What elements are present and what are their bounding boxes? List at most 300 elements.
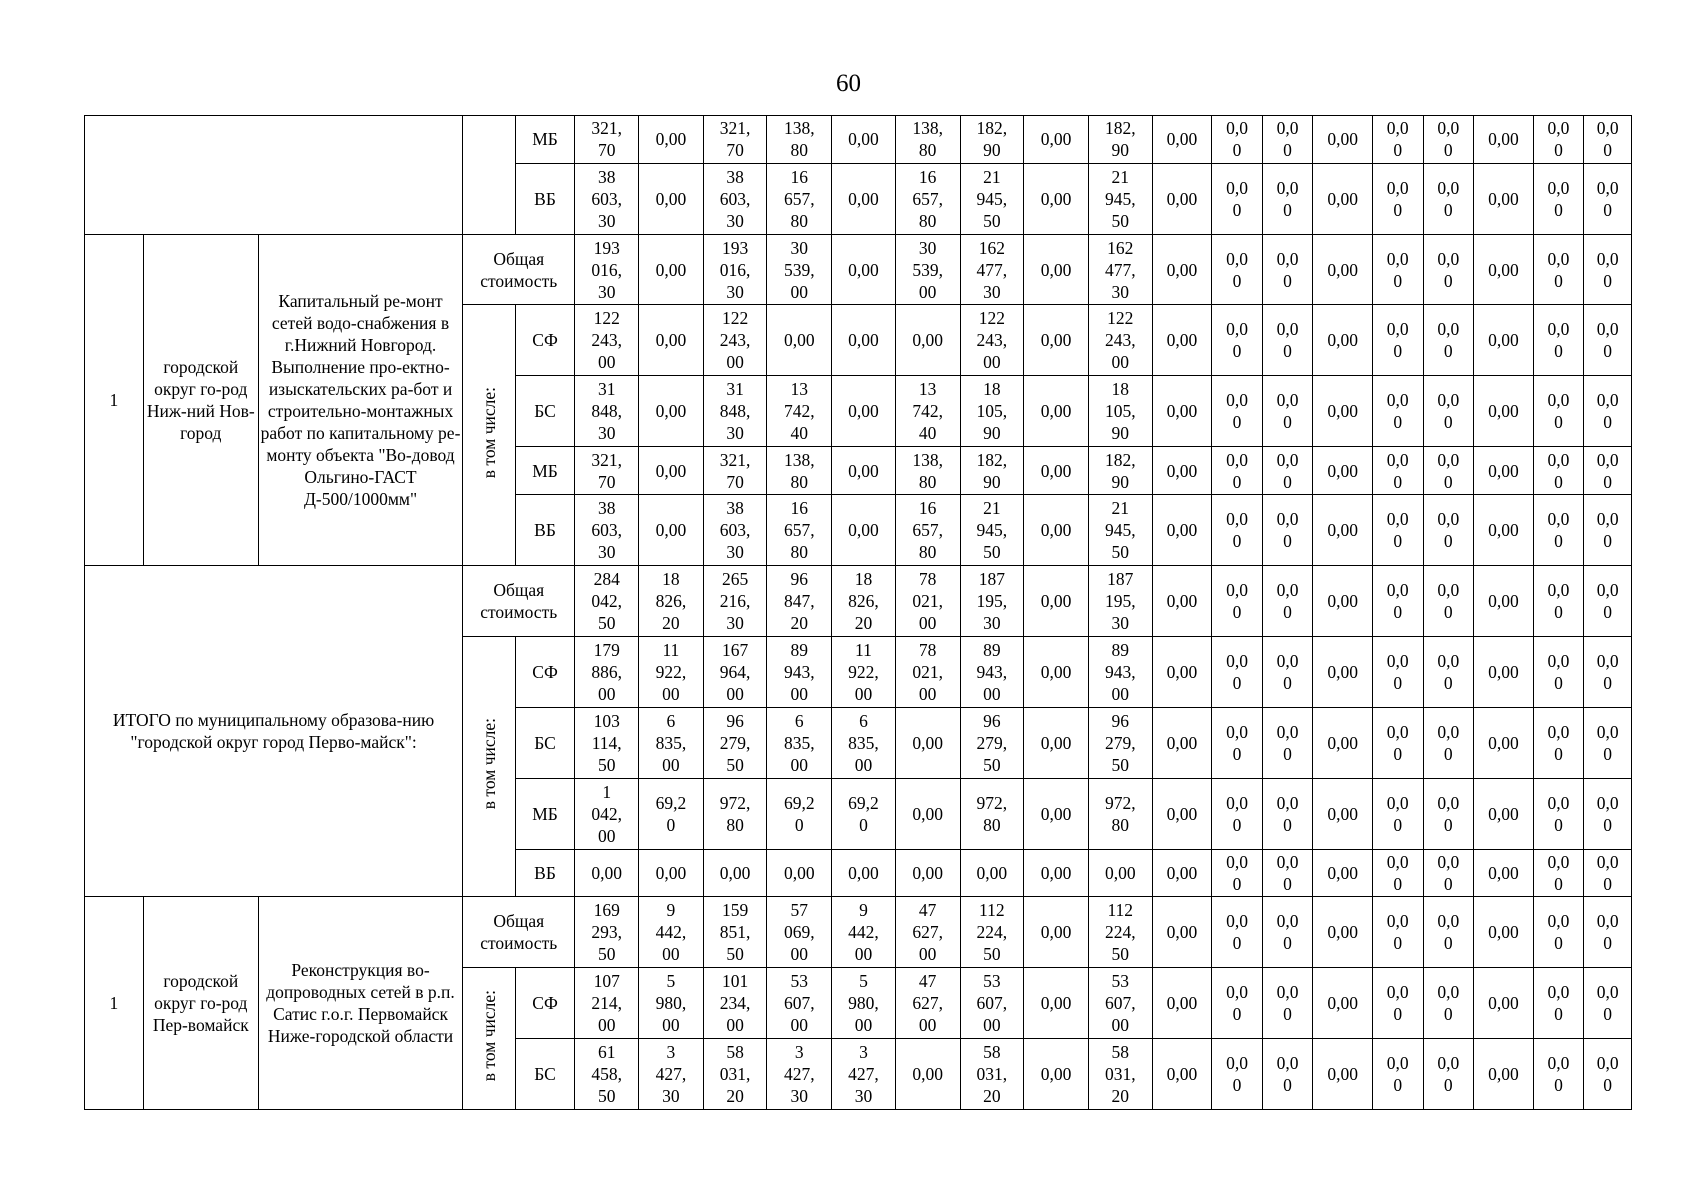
value-cell: 0,0 0 [1533, 447, 1584, 495]
source-label: СФ [515, 968, 575, 1039]
value-cell: 0,00 [1152, 849, 1212, 897]
value-cell: 182, 90 [1088, 447, 1152, 495]
value-cell: 58 031, 20 [960, 1039, 1024, 1110]
total-cost-label: Общая стоимость [463, 565, 575, 636]
value-cell: 972, 80 [703, 778, 767, 849]
value-cell: 0,00 [1474, 849, 1534, 897]
value-cell: 0,0 0 [1372, 447, 1423, 495]
value-cell: 0,0 0 [1372, 163, 1423, 234]
value-cell: 9 442, 00 [832, 897, 896, 968]
value-cell: 0,0 0 [1262, 778, 1313, 849]
value-cell: 11 922, 00 [832, 636, 896, 707]
value-cell: 0,00 [767, 849, 832, 897]
value-cell: 0,0 0 [1423, 849, 1474, 897]
value-cell: 321, 70 [575, 447, 639, 495]
value-cell: 0,00 [703, 849, 767, 897]
value-cell: 0,0 0 [1423, 234, 1474, 305]
value-cell: 193 016, 30 [703, 234, 767, 305]
value-cell: 321, 70 [703, 116, 767, 164]
value-cell: 6 835, 00 [767, 707, 832, 778]
value-cell: 0,00 [1313, 849, 1373, 897]
value-cell: 0,00 [895, 1039, 960, 1110]
value-cell: 0,00 [1474, 565, 1534, 636]
value-cell: 96 847, 20 [767, 565, 832, 636]
value-cell: 0,00 [1313, 968, 1373, 1039]
value-cell: 21 945, 50 [1088, 494, 1152, 565]
value-cell: 0,00 [1313, 116, 1373, 164]
value-cell: 0,00 [895, 778, 960, 849]
total-title: ИТОГО по муниципальному образова-нию "городской округ город Перво-майск": [85, 565, 463, 896]
value-cell: 16 657, 80 [895, 163, 960, 234]
value-cell: 0,00 [1024, 565, 1089, 636]
value-cell: 0,0 0 [1212, 447, 1263, 495]
value-cell: 0,0 0 [1423, 897, 1474, 968]
value-cell: 0,00 [1152, 447, 1212, 495]
value-cell: 58 031, 20 [703, 1039, 767, 1110]
value-cell: 0,00 [1152, 636, 1212, 707]
value-cell: 0,0 0 [1212, 234, 1263, 305]
value-cell: 69,2 0 [832, 778, 896, 849]
value-cell: 38 603, 30 [575, 163, 639, 234]
value-cell: 78 021, 00 [895, 636, 960, 707]
value-cell: 0,0 0 [1372, 565, 1423, 636]
value-cell: 0,0 0 [1212, 163, 1263, 234]
value-cell: 0,00 [639, 494, 704, 565]
source-label: СФ [515, 636, 575, 707]
value-cell: 0,00 [1024, 116, 1089, 164]
value-cell: 21 945, 50 [960, 163, 1024, 234]
value-cell: 0,0 0 [1423, 565, 1474, 636]
value-cell: 38 603, 30 [575, 494, 639, 565]
value-cell: 0,0 0 [1372, 636, 1423, 707]
value-cell: 0,00 [1152, 163, 1212, 234]
value-cell: 69,2 0 [767, 778, 832, 849]
table-row [85, 897, 1632, 968]
budget-table [84, 115, 1632, 1110]
value-cell: 0,00 [1152, 778, 1212, 849]
value-cell: 0,00 [1024, 636, 1089, 707]
value-cell: 0,00 [767, 305, 832, 376]
value-cell: 0,00 [1152, 968, 1212, 1039]
value-cell: 0,00 [1313, 163, 1373, 234]
value-cell: 0,00 [895, 849, 960, 897]
source-label: СФ [515, 305, 575, 376]
value-cell: 0,0 0 [1262, 565, 1313, 636]
value-cell: 0,00 [1313, 707, 1373, 778]
value-cell: 0,00 [1474, 968, 1534, 1039]
table-row [85, 565, 1632, 636]
value-cell: 0,0 0 [1533, 849, 1584, 897]
vertical-label: в том числе: [478, 387, 499, 479]
value-cell: 0,00 [1152, 494, 1212, 565]
value-cell: 0,0 0 [1533, 565, 1584, 636]
value-cell: 0,0 0 [1533, 968, 1584, 1039]
value-cell: 0,0 0 [1212, 305, 1263, 376]
in-that-number-cell [463, 636, 516, 896]
value-cell: 122 243, 00 [960, 305, 1024, 376]
value-cell: 0,00 [1313, 376, 1373, 447]
value-cell: 0,00 [1313, 447, 1373, 495]
value-cell: 0,00 [1024, 849, 1089, 897]
value-cell: 13 742, 40 [767, 376, 832, 447]
object-description: Реконструкция во-допроводных сетей в р.п. Сатис г.о.г. Первомайск Ниже-городской области [258, 897, 462, 1110]
value-cell: 5 980, 00 [639, 968, 704, 1039]
value-cell: 0,0 0 [1584, 494, 1632, 565]
value-cell: 78 021, 00 [895, 565, 960, 636]
source-label: БС [515, 376, 575, 447]
value-cell: 96 279, 50 [960, 707, 1024, 778]
value-cell: 0,00 [1313, 1039, 1373, 1110]
value-cell: 38 603, 30 [703, 494, 767, 565]
source-label: БС [515, 1039, 575, 1110]
district-name: городской округ го-род Пер-вомайск [143, 897, 258, 1110]
value-cell: 0,00 [1152, 234, 1212, 305]
source-label: БС [515, 707, 575, 778]
value-cell: 89 943, 00 [767, 636, 832, 707]
value-cell: 0,00 [1313, 778, 1373, 849]
value-cell: 0,00 [1152, 116, 1212, 164]
value-cell: 0,0 0 [1533, 234, 1584, 305]
source-label: ВБ [515, 494, 575, 565]
value-cell: 265 216, 30 [703, 565, 767, 636]
value-cell: 6 835, 00 [832, 707, 896, 778]
value-cell: 0,0 0 [1262, 707, 1313, 778]
value-cell: 0,0 0 [1533, 778, 1584, 849]
value-cell: 9 442, 00 [639, 897, 704, 968]
in-that-number-cell [463, 305, 516, 565]
value-cell: 0,00 [1313, 234, 1373, 305]
value-cell: 0,0 0 [1372, 849, 1423, 897]
value-cell: 182, 90 [960, 116, 1024, 164]
value-cell: 0,0 0 [1533, 1039, 1584, 1110]
value-cell: 5 980, 00 [832, 968, 896, 1039]
value-cell: 0,0 0 [1212, 1039, 1263, 1110]
value-cell: 0,00 [1474, 778, 1534, 849]
value-cell: 0,00 [1024, 707, 1089, 778]
value-cell: 0,0 0 [1584, 305, 1632, 376]
value-cell: 0,00 [1024, 897, 1089, 968]
value-cell: 0,0 0 [1262, 849, 1313, 897]
value-cell: 0,0 0 [1584, 897, 1632, 968]
source-label: МБ [515, 447, 575, 495]
table-row [85, 234, 1632, 305]
value-cell: 162 477, 30 [960, 234, 1024, 305]
value-cell: 0,00 [1474, 376, 1534, 447]
source-label: ВБ [515, 163, 575, 234]
value-cell: 0,0 0 [1372, 778, 1423, 849]
value-cell: 138, 80 [895, 116, 960, 164]
value-cell: 0,00 [832, 849, 896, 897]
value-cell: 0,0 0 [1584, 849, 1632, 897]
value-cell: 0,00 [1152, 376, 1212, 447]
value-cell: 0,0 0 [1262, 968, 1313, 1039]
value-cell: 101 234, 00 [703, 968, 767, 1039]
value-cell: 0,0 0 [1212, 116, 1263, 164]
value-cell: 0,0 0 [1372, 116, 1423, 164]
value-cell: 0,0 0 [1372, 897, 1423, 968]
value-cell: 0,0 0 [1584, 968, 1632, 1039]
value-cell: 0,0 0 [1533, 636, 1584, 707]
value-cell: 138, 80 [767, 116, 832, 164]
value-cell: 18 826, 20 [832, 565, 896, 636]
total-cost-label: Общая стоимость [463, 234, 575, 305]
value-cell: 0,0 0 [1262, 494, 1313, 565]
value-cell: 0,0 0 [1372, 1039, 1423, 1110]
value-cell: 30 539, 00 [895, 234, 960, 305]
value-cell: 0,00 [1152, 305, 1212, 376]
value-cell: 0,0 0 [1423, 1039, 1474, 1110]
value-cell: 0,00 [639, 116, 704, 164]
value-cell: 0,0 0 [1372, 494, 1423, 565]
value-cell: 0,00 [832, 447, 896, 495]
value-cell: 0,00 [1474, 234, 1534, 305]
object-description: Капитальный ре-монт сетей водо-снабжения в г.Нижний Новгород. Выполнение про-ектно-изыскательских ра-бот и строительно-монтажных работ по капитальному ре-монту объекта "Во-довод Ольгино-ГАСТ Д-500/1000мм" [258, 234, 462, 565]
source-label: ВБ [515, 849, 575, 897]
value-cell: 0,0 0 [1423, 447, 1474, 495]
value-cell: 18 105, 90 [960, 376, 1024, 447]
value-cell: 0,0 0 [1372, 234, 1423, 305]
value-cell: 0,00 [832, 234, 896, 305]
value-cell: 16 657, 80 [895, 494, 960, 565]
value-cell: 96 279, 50 [1088, 707, 1152, 778]
value-cell: 11 922, 00 [639, 636, 704, 707]
row-number: 1 [85, 234, 144, 565]
value-cell: 31 848, 30 [703, 376, 767, 447]
value-cell: 0,00 [1152, 707, 1212, 778]
value-cell: 187 195, 30 [960, 565, 1024, 636]
value-cell: 0,0 0 [1423, 707, 1474, 778]
source-label: МБ [515, 778, 575, 849]
value-cell: 0,00 [1152, 1039, 1212, 1110]
value-cell: 0,00 [1024, 968, 1089, 1039]
value-cell: 0,0 0 [1212, 494, 1263, 565]
value-cell: 0,00 [1313, 494, 1373, 565]
vertical-label: в том числе: [478, 718, 499, 810]
value-cell: 0,0 0 [1212, 968, 1263, 1039]
value-cell: 89 943, 00 [1088, 636, 1152, 707]
value-cell: 0,0 0 [1423, 968, 1474, 1039]
value-cell: 112 224, 50 [960, 897, 1024, 968]
value-cell: 3 427, 30 [767, 1039, 832, 1110]
value-cell: 0,00 [1024, 778, 1089, 849]
value-cell: 0,00 [1474, 116, 1534, 164]
value-cell: 0,0 0 [1212, 707, 1263, 778]
value-cell: 0,0 0 [1212, 636, 1263, 707]
vertical-label: в том числе: [478, 990, 499, 1082]
value-cell: 0,0 0 [1372, 707, 1423, 778]
value-cell: 193 016, 30 [575, 234, 639, 305]
value-cell: 103 114, 50 [575, 707, 639, 778]
table-row [85, 116, 1632, 164]
value-cell: 0,0 0 [1262, 447, 1313, 495]
value-cell: 0,0 0 [1584, 565, 1632, 636]
value-cell: 0,00 [639, 163, 704, 234]
value-cell: 321, 70 [703, 447, 767, 495]
value-cell: 321, 70 [575, 116, 639, 164]
value-cell: 0,0 0 [1584, 636, 1632, 707]
value-cell: 0,00 [1024, 234, 1089, 305]
value-cell: 0,00 [1313, 305, 1373, 376]
value-cell: 0,00 [1474, 707, 1534, 778]
value-cell: 0,00 [832, 305, 896, 376]
value-cell: 122 243, 00 [703, 305, 767, 376]
value-cell: 182, 90 [1088, 116, 1152, 164]
page-number: 60 [836, 70, 861, 97]
district-name: городской округ го-род Ниж-ний Нов-город [143, 234, 258, 565]
value-cell: 0,0 0 [1584, 376, 1632, 447]
value-cell: 122 243, 00 [1088, 305, 1152, 376]
value-cell: 0,0 0 [1262, 636, 1313, 707]
value-cell: 0,0 0 [1533, 897, 1584, 968]
value-cell: 0,0 0 [1584, 234, 1632, 305]
value-cell: 0,00 [1024, 494, 1089, 565]
value-cell: 47 627, 00 [895, 968, 960, 1039]
value-cell: 0,0 0 [1584, 163, 1632, 234]
value-cell: 0,0 0 [1423, 376, 1474, 447]
value-cell: 0,0 0 [1262, 116, 1313, 164]
value-cell: 0,00 [1474, 897, 1534, 968]
value-cell: 53 607, 00 [960, 968, 1024, 1039]
value-cell: 0,00 [1024, 1039, 1089, 1110]
value-cell: 0,00 [639, 234, 704, 305]
value-cell: 107 214, 00 [575, 968, 639, 1039]
in-that-number-cell [463, 968, 516, 1110]
value-cell: 187 195, 30 [1088, 565, 1152, 636]
value-cell: 0,00 [1024, 305, 1089, 376]
value-cell: 0,00 [832, 116, 896, 164]
value-cell: 0,00 [639, 376, 704, 447]
blank-cell [85, 116, 463, 235]
value-cell: 972, 80 [960, 778, 1024, 849]
value-cell: 89 943, 00 [960, 636, 1024, 707]
value-cell: 0,0 0 [1212, 849, 1263, 897]
value-cell: 0,00 [1313, 636, 1373, 707]
value-cell: 0,0 0 [1262, 305, 1313, 376]
value-cell: 0,00 [1152, 565, 1212, 636]
value-cell: 0,00 [639, 305, 704, 376]
value-cell: 96 279, 50 [703, 707, 767, 778]
value-cell: 31 848, 30 [575, 376, 639, 447]
value-cell: 3 427, 30 [832, 1039, 896, 1110]
value-cell: 0,00 [832, 494, 896, 565]
value-cell: 0,0 0 [1372, 968, 1423, 1039]
value-cell: 169 293, 50 [575, 897, 639, 968]
value-cell: 69,2 0 [639, 778, 704, 849]
value-cell: 0,00 [1474, 163, 1534, 234]
value-cell: 61 458, 50 [575, 1039, 639, 1110]
value-cell: 0,00 [1024, 163, 1089, 234]
value-cell: 122 243, 00 [575, 305, 639, 376]
value-cell: 16 657, 80 [767, 163, 832, 234]
value-cell: 0,00 [895, 707, 960, 778]
value-cell: 21 945, 50 [1088, 163, 1152, 234]
value-cell: 0,0 0 [1584, 116, 1632, 164]
value-cell: 0,0 0 [1262, 897, 1313, 968]
value-cell: 13 742, 40 [895, 376, 960, 447]
value-cell: 0,00 [832, 376, 896, 447]
value-cell: 53 607, 00 [767, 968, 832, 1039]
value-cell: 0,0 0 [1584, 1039, 1632, 1110]
blank-cell [463, 116, 516, 235]
value-cell: 1 042, 00 [575, 778, 639, 849]
value-cell: 47 627, 00 [895, 897, 960, 968]
value-cell: 0,00 [1474, 1039, 1534, 1110]
value-cell: 0,00 [639, 849, 704, 897]
value-cell: 0,0 0 [1533, 116, 1584, 164]
value-cell: 0,0 0 [1212, 778, 1263, 849]
value-cell: 0,0 0 [1584, 778, 1632, 849]
total-cost-label: Общая стоимость [463, 897, 575, 968]
value-cell: 6 835, 00 [639, 707, 704, 778]
value-cell: 0,0 0 [1533, 376, 1584, 447]
value-cell: 0,00 [1088, 849, 1152, 897]
value-cell: 0,0 0 [1212, 897, 1263, 968]
value-cell: 0,0 0 [1533, 707, 1584, 778]
value-cell: 159 851, 50 [703, 897, 767, 968]
value-cell: 972, 80 [1088, 778, 1152, 849]
value-cell: 0,0 0 [1212, 565, 1263, 636]
value-cell: 167 964, 00 [703, 636, 767, 707]
value-cell: 162 477, 30 [1088, 234, 1152, 305]
value-cell: 0,0 0 [1423, 163, 1474, 234]
value-cell: 0,0 0 [1262, 234, 1313, 305]
value-cell: 57 069, 00 [767, 897, 832, 968]
value-cell: 0,0 0 [1533, 305, 1584, 376]
value-cell: 58 031, 20 [1088, 1039, 1152, 1110]
value-cell: 30 539, 00 [767, 234, 832, 305]
value-cell: 53 607, 00 [1088, 968, 1152, 1039]
value-cell: 0,0 0 [1584, 707, 1632, 778]
value-cell: 0,0 0 [1423, 778, 1474, 849]
value-cell: 0,00 [1024, 447, 1089, 495]
source-label: МБ [515, 116, 575, 164]
value-cell: 0,0 0 [1262, 376, 1313, 447]
value-cell: 0,0 0 [1533, 163, 1584, 234]
value-cell: 18 826, 20 [639, 565, 704, 636]
value-cell: 0,00 [895, 305, 960, 376]
value-cell: 182, 90 [960, 447, 1024, 495]
value-cell: 21 945, 50 [960, 494, 1024, 565]
value-cell: 0,00 [960, 849, 1024, 897]
value-cell: 0,00 [1313, 897, 1373, 968]
value-cell: 0,0 0 [1262, 163, 1313, 234]
value-cell: 0,0 0 [1372, 305, 1423, 376]
value-cell: 3 427, 30 [639, 1039, 704, 1110]
value-cell: 38 603, 30 [703, 163, 767, 234]
row-number: 1 [85, 897, 144, 1110]
value-cell: 0,0 0 [1262, 1039, 1313, 1110]
value-cell: 0,0 0 [1423, 305, 1474, 376]
value-cell: 0,00 [832, 163, 896, 234]
value-cell: 0,00 [1474, 636, 1534, 707]
value-cell: 0,0 0 [1212, 376, 1263, 447]
value-cell: 0,00 [1313, 565, 1373, 636]
value-cell: 112 224, 50 [1088, 897, 1152, 968]
value-cell: 0,0 0 [1584, 447, 1632, 495]
value-cell: 284 042, 50 [575, 565, 639, 636]
value-cell: 138, 80 [895, 447, 960, 495]
value-cell: 0,0 0 [1372, 376, 1423, 447]
value-cell: 0,00 [1474, 305, 1534, 376]
value-cell: 0,00 [575, 849, 639, 897]
value-cell: 179 886, 00 [575, 636, 639, 707]
value-cell: 0,00 [1024, 376, 1089, 447]
value-cell: 16 657, 80 [767, 494, 832, 565]
value-cell: 0,00 [1152, 897, 1212, 968]
value-cell: 0,00 [1474, 447, 1534, 495]
value-cell: 0,00 [639, 447, 704, 495]
value-cell: 0,0 0 [1533, 494, 1584, 565]
